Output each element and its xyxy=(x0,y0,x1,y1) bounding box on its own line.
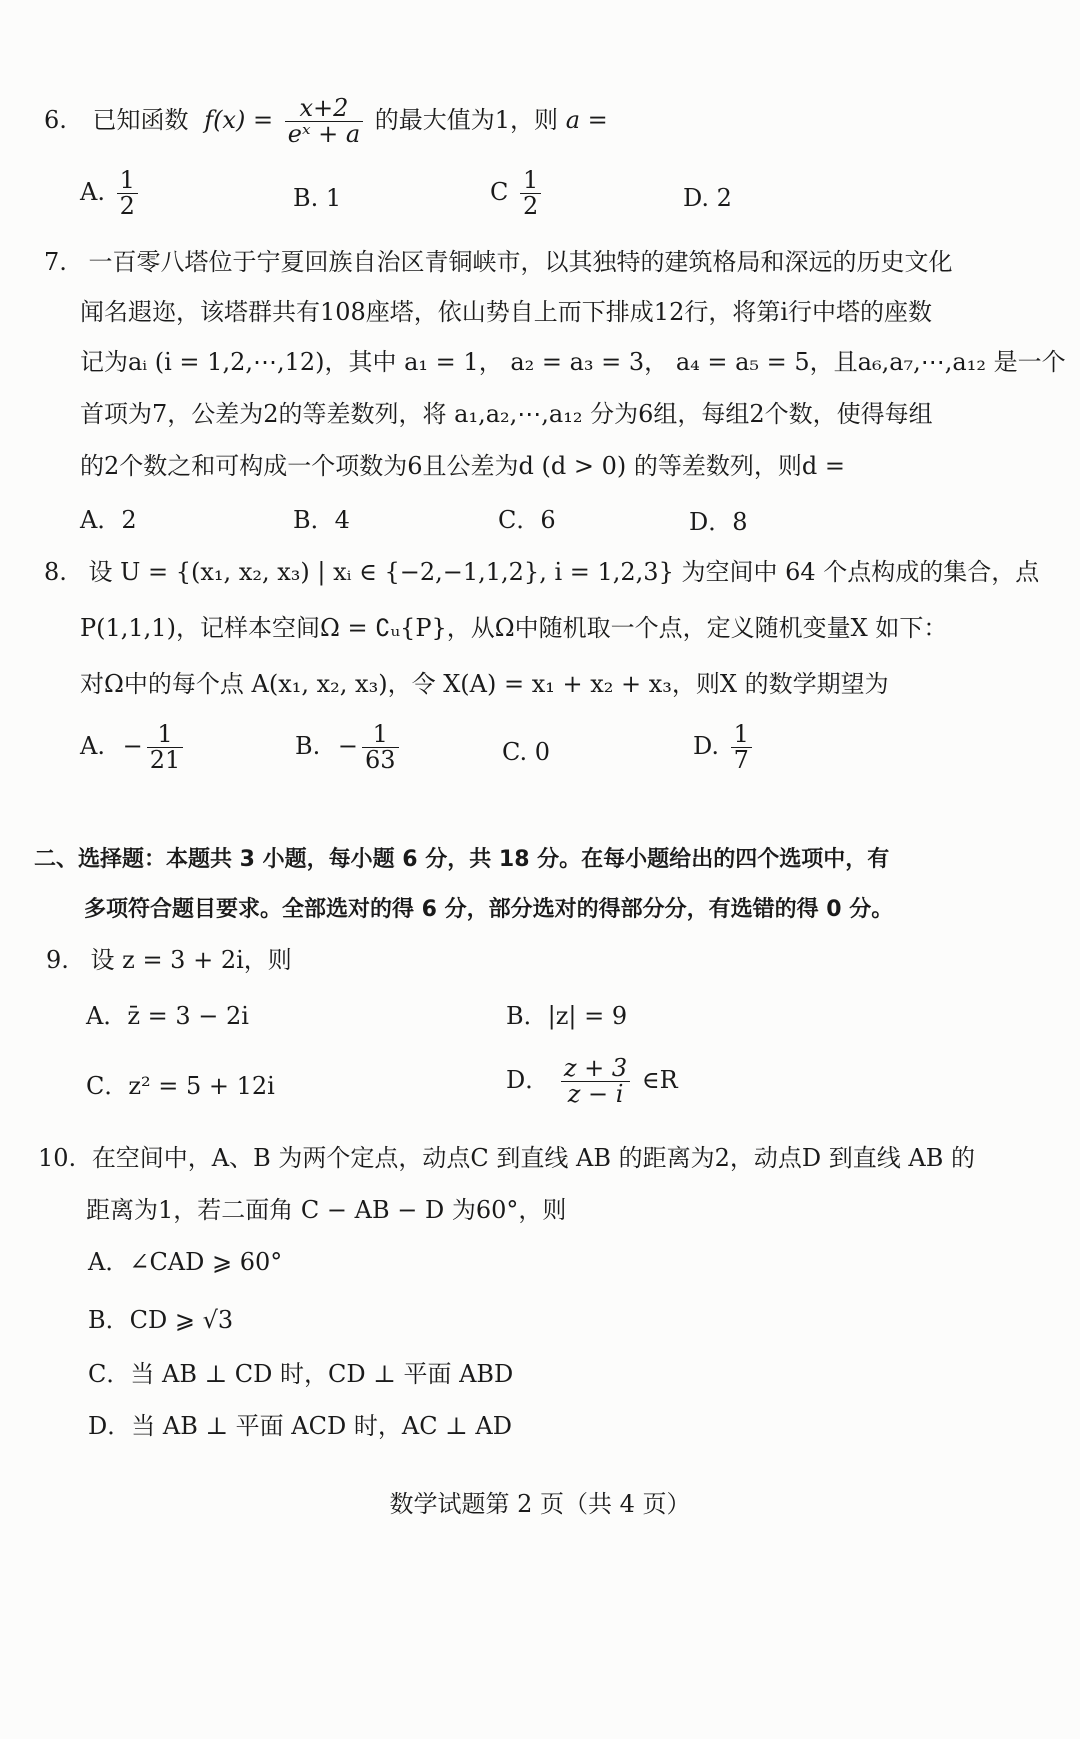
option-a: A．∠CAD ⩾ 60° xyxy=(88,1248,283,1276)
fraction xyxy=(362,722,399,773)
option-label: D. xyxy=(693,732,720,761)
option-label: B. xyxy=(295,732,321,761)
fraction xyxy=(561,1056,630,1107)
question-10-line-1 xyxy=(38,1142,975,1174)
fraction-numerator: 1 xyxy=(362,722,399,748)
option-d: D. 2 xyxy=(683,184,732,212)
fraction-denominator: 7 xyxy=(733,746,749,775)
option-label: A. xyxy=(80,178,105,207)
option-b: B. 1 xyxy=(293,184,342,212)
fraction xyxy=(520,168,541,219)
option-b: B．CD ⩾ √3 xyxy=(88,1306,234,1334)
question-8-line-2: P(1,1,1)，记样本空间Ω = ∁ᵤ{P}，从Ω中随机取一个点，定义随机变量X 如下： xyxy=(80,614,948,642)
option-b: B．|z| = 9 xyxy=(506,1002,628,1030)
function-symbol: f(x) xyxy=(204,106,246,135)
option-c: C．当 AB ⊥ CD 时，CD ⊥ 平面 ABD xyxy=(88,1360,514,1388)
fraction-denominator: 63 xyxy=(365,746,396,775)
option-a xyxy=(80,168,142,219)
option-d: D．当 AB ⊥ 平面 ACD 时，AC ⊥ AD xyxy=(88,1412,512,1440)
section-2-line-2: 多项符合题目要求。全部选对的得 6 分，部分选对的得部分分，有选错的得 0 分。 xyxy=(84,897,894,922)
fraction-numerator: 1 xyxy=(520,168,541,194)
fraction-denominator: eˣ + a xyxy=(287,120,361,149)
question-10-line-2: 距离为1，若二面角 C − AB − D 为60°，则 xyxy=(86,1196,567,1224)
option-d xyxy=(506,1056,678,1107)
fraction xyxy=(731,722,752,773)
question-7-line-1 xyxy=(44,246,953,278)
fraction-denominator: 2 xyxy=(523,192,539,221)
minus-sign: − xyxy=(122,732,143,761)
option-c: C．z² = 5 + 12i xyxy=(86,1072,275,1100)
question-8-line-1 xyxy=(44,556,1039,588)
question-8-line-3: 对Ω中的每个点 A(x₁, x₂, x₃)，令 X(A) = x₁ + x₂ + x₃，则X 的数学期望为 xyxy=(80,670,889,698)
option-b: B．4 xyxy=(293,506,350,534)
question-number: 8. xyxy=(44,558,67,586)
option-c xyxy=(490,168,545,219)
question-9-stem xyxy=(46,944,292,976)
fraction xyxy=(117,168,138,219)
fraction-numerator: x+2 xyxy=(299,94,349,122)
question-6-stem xyxy=(44,96,608,147)
fraction-numerator: 1 xyxy=(117,168,138,194)
option-c: C．6 xyxy=(498,506,556,534)
fraction xyxy=(285,96,363,147)
fraction-numerator: z + 3 xyxy=(563,1054,628,1082)
question-7-line-4: 首项为7，公差为2的等差数列，将 a₁,a₂,⋯,a₁₂ 分为6组，每组2个数，使得每组 xyxy=(80,400,933,428)
set-membership: ∈R xyxy=(641,1066,678,1095)
minus-sign: − xyxy=(337,732,359,761)
stem-text: 一百零八塔位于宁夏回族自治区青铜峡市，以其独特的建筑格局和深远的历史文化 xyxy=(88,248,953,276)
stem-text: 在空间中，A、B 为两个定点，动点C 到直线 AB 的距离为2，动点D 到直线 AB 的 xyxy=(91,1144,975,1172)
stem-text: 的最大值为1，则 xyxy=(374,106,559,135)
option-label: C xyxy=(490,178,509,207)
option-label: D． xyxy=(506,1066,550,1095)
option-d: D．8 xyxy=(689,508,748,536)
stem-text: 设 z = 3 + 2i，则 xyxy=(90,946,292,974)
fraction-denominator: 21 xyxy=(149,746,181,775)
option-d xyxy=(693,722,756,773)
fraction-denominator: 2 xyxy=(119,192,135,221)
question-number: 7. xyxy=(44,248,67,276)
option-a: A．2 xyxy=(80,506,137,534)
option-label: A. xyxy=(80,732,105,761)
option-a xyxy=(80,722,187,773)
stem-text: 设 U = {(x₁, x₂, x₃) | xᵢ ∈ {−2,−1,1,2}, i = 1,2,3} 为空间中 64 个点构成的集合，点 xyxy=(88,558,1040,586)
section-2-line-1: 二、选择题：本题共 3 小题，每小题 6 分，共 18 分。在每小题给出的四个选项中，有 xyxy=(34,847,890,872)
question-number: 10. xyxy=(38,1144,77,1172)
fraction xyxy=(147,722,184,773)
option-b xyxy=(295,722,403,773)
fraction-denominator: z − i xyxy=(567,1080,624,1109)
answer-blank: a = xyxy=(565,106,608,135)
question-7-line-3: 记为aᵢ (i = 1,2,⋯,12)，其中 a₁ = 1， a₂ = a₃ = 3， a₄ = a₅ = 5，且a₆,a₇,⋯,a₁₂ 是一个 xyxy=(80,348,1066,376)
page-footer: 数学试题第 2 页（共 4 页） xyxy=(389,1490,691,1518)
stem-text: 已知函数 xyxy=(92,106,189,135)
option-a: A．z̄ = 3 − 2i xyxy=(86,1002,249,1030)
question-number: 9. xyxy=(46,946,69,974)
question-number: 6. xyxy=(44,106,67,135)
fraction-numerator: 1 xyxy=(147,722,184,748)
question-7-line-5: 的2个数之和可构成一个项数为6且公差为d (d > 0) 的等差数列，则d = xyxy=(80,452,845,480)
equals-sign: = xyxy=(245,106,274,135)
fraction-numerator: 1 xyxy=(731,722,752,748)
option-c: C. 0 xyxy=(502,738,551,766)
question-7-line-2: 闻名遐迩，该塔群共有108座塔，依山势自上而下排成12行，将第i行中塔的座数 xyxy=(80,298,933,326)
